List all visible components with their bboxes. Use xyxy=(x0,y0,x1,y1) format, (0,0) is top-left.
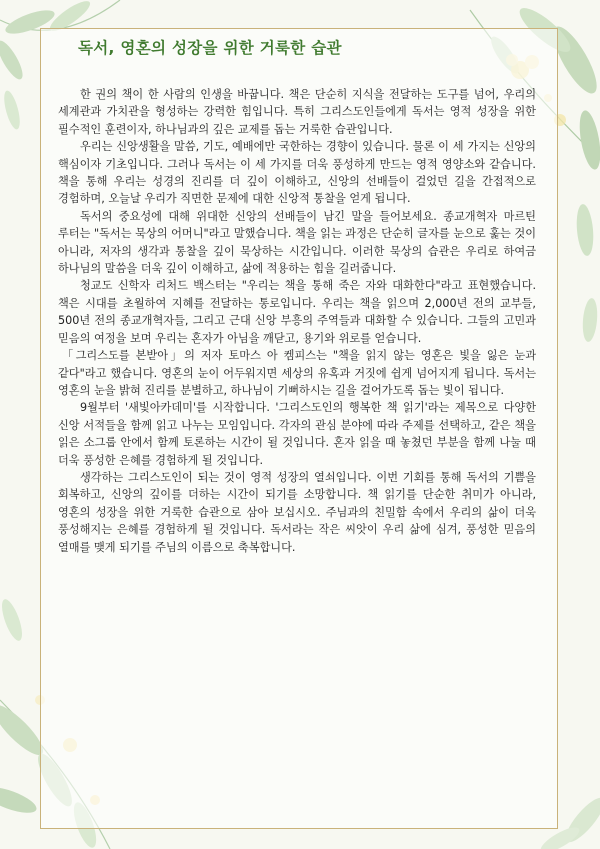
paragraph: 한 권의 책이 한 사람의 인생을 바꿉니다. 책은 단순히 지식을 전달하는 도구를 넘어, 우리의 세계관과 가치관을 형성하는 강력한 힘입니다. 특히 그리스도인들에게 독서는 영적 성장을 위한 필수적인 훈련이자, 하나님과의 깊은 교제를 돕는 거룩한 습관입니다. xyxy=(58,88,536,136)
paragraph: 9월부터 '새빛아카데미'를 시작합니다. '그리스도인의 행복한 책 읽기'라는 제목으로 다양한 신앙 서적들을 함께 읽고 나누는 모임입니다. 각자의 관심 분야에 따라 주제를 선택하고, 같은 책을 읽은 소그룹 안에서 함께 토론하는 시간이 될 것입니다. 혼자 읽을 때 놓쳤던 부분을 함께 나눌 때 더욱 풍성한 은혜를 경험하게 될 것입니다. xyxy=(58,401,536,467)
article-body xyxy=(58,86,536,556)
paragraph: 생각하는 그리스도인이 되는 것이 영적 성장의 열쇠입니다. 이번 기회를 통해 독서의 기쁨을 회복하고, 신앙의 깊이를 더하는 시간이 되기를 소망합니다. 책 읽기를 단순한 취미가 아니라, 영혼의 성장을 위한 거룩한 습관으로 삼아 보십시오. 주님과의 친밀함 속에서 우리의 삶이 더욱 풍성해지는 은혜를 경험하게 될 것입니다. 독서라는 작은 씨앗이 우리 삶에 심겨, 풍성한 믿음의 열매를 맺게 되기를 주님의 이름으로 축복합니다. xyxy=(58,470,536,554)
paragraph: 청교도 신학자 리처드 백스터는 "우리는 책을 통해 죽은 자와 대화한다"라고 표현했습니다. 책은 시대를 초월하여 지혜를 전달하는 통로입니다. 우리는 책을 읽으며 2,000년 전의 교부들, 500년 전의 종교개혁자들, 그리고 근대 신앙 부흥의 주역들과 대화할 수 있습니다. 그들의 고민과 믿음의 여정을 보며 우리는 혼자가 아님을 깨닫고, 용기와 위로를 얻습니다. xyxy=(58,279,536,345)
paragraph: 「그리스도를 본받아」의 저자 토마스 아 켐피스는 "책을 읽지 않는 영혼은 빛을 잃은 눈과 같다"라고 했습니다. 영혼의 눈이 어두워지면 세상의 유혹과 거짓에 쉽게 넘어지게 됩니다. 독서는 영혼의 눈을 밝혀 진리를 분별하고, 하나님이 기뻐하시는 길을 걸어가도록 돕는 빛이 됩니다. xyxy=(58,349,536,397)
paragraph: 우리는 신앙생활을 말씀, 기도, 예배에만 국한하는 경향이 있습니다. 물론 이 세 가지는 신앙의 핵심이자 기초입니다. 그러나 독서는 이 세 가지를 더욱 풍성하게 만드는 영적 영양소와 같습니다. 책을 통해 우리는 성경의 진리를 더 깊이 이해하고, 신앙의 선배들이 걸었던 길을 간접적으로 경험하며, 오늘날 우리가 직면한 문제에 대한 신앙적 통찰을 얻게 됩니다. xyxy=(58,140,536,206)
page-title: 독서, 영혼의 성장을 위한 거룩한 습관 xyxy=(78,39,342,57)
paragraph: 독서의 중요성에 대해 위대한 신앙의 선배들이 남긴 말을 들어보세요. 종교개혁자 마르틴 루터는 "독서는 묵상의 어머니"라고 말했습니다. 책을 읽는 과정은 단순히 글자를 눈으로 훑는 것이 아니라, 저자의 생각과 통찰을 깊이 묵상하는 시간입니다. 이러한 묵상의 습관은 우리로 하여금 하나님의 말씀을 더욱 깊이 이해하고, 삶에 적용하는 힘을 길러줍니다. xyxy=(58,209,537,276)
